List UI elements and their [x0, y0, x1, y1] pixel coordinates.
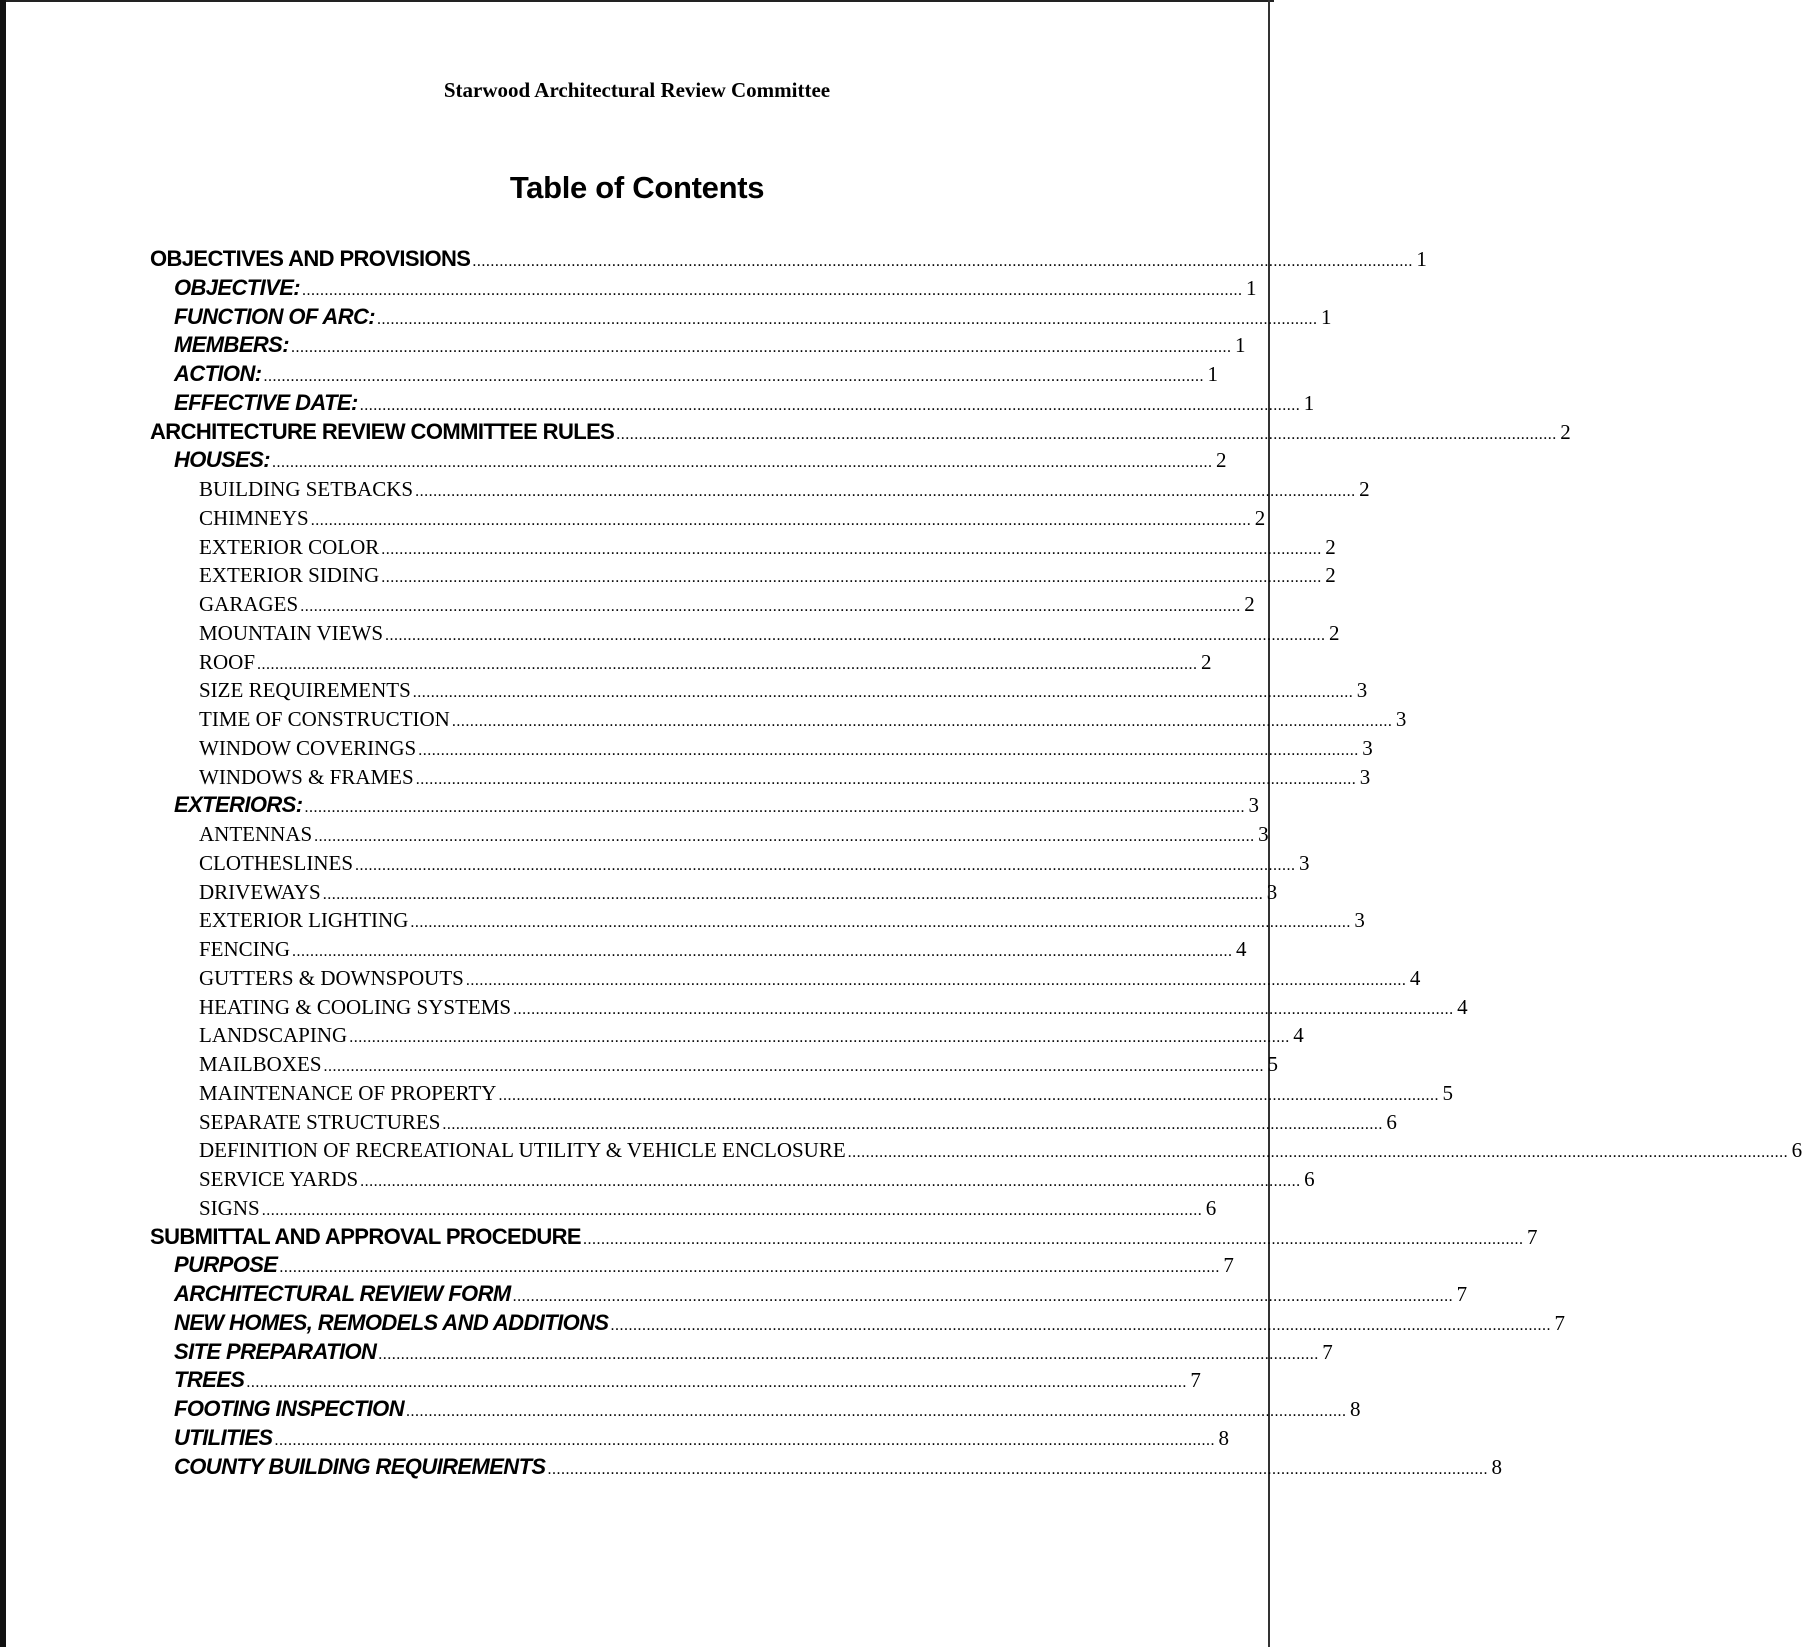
toc-entry-label: HOUSES:: [174, 447, 271, 473]
toc-entry[interactable]: [150, 791, 1259, 820]
toc-entry[interactable]: [150, 964, 1421, 993]
toc-entry-label: MEMBERS:: [174, 332, 289, 358]
toc-entry[interactable]: [150, 1251, 1234, 1280]
toc-entry[interactable]: [150, 619, 1340, 648]
toc-dot-leader: .................................................................................................................................................................................................................: [300, 598, 1241, 615]
toc-entry-page-number: 2: [1254, 505, 1266, 530]
toc-dot-leader: .................................................................................................................................................................................................................: [359, 396, 1301, 414]
toc-dot-leader: .................................................................................................................................................................................................................: [512, 1288, 1454, 1305]
toc-entry-page-number: 3: [1248, 793, 1259, 818]
toc-entry-label: LANDSCAPING: [199, 1023, 348, 1048]
toc-entry-page-number: 3: [1258, 822, 1269, 846]
toc-dot-leader: .................................................................................................................................................................................................................: [412, 684, 1354, 702]
toc-entry[interactable]: [150, 1136, 1802, 1165]
document-header: Starwood Architectural Review Committee: [443, 78, 831, 102]
toc-entry-label: EXTERIOR COLOR: [199, 534, 380, 559]
toc-entry-page-number: 7: [1527, 1224, 1538, 1249]
toc-entry-label: SIGNS: [199, 1195, 260, 1220]
toc-entry-page-number: 3: [1395, 707, 1407, 731]
toc-entry-page-number: 1: [1246, 275, 1257, 300]
toc-dot-leader: .................................................................................................................................................................................................................: [385, 626, 1326, 644]
toc-entry-label: SERVICE YARDS: [199, 1167, 359, 1191]
toc-entry[interactable]: [150, 504, 1266, 533]
toc-entry[interactable]: [150, 331, 1246, 360]
toc-dot-leader: .................................................................................................................................................................................................................: [304, 799, 1245, 817]
toc-dot-leader: .................................................................................................................................................................................................................: [349, 1029, 1290, 1047]
toc-entry[interactable]: [150, 1194, 1217, 1223]
toc-entry[interactable]: [150, 446, 1227, 475]
toc-dot-leader: .................................................................................................................................................................................................................: [378, 1345, 1319, 1363]
toc-dot-leader: .................................................................................................................................................................................................................: [310, 511, 1252, 529]
toc-entry-page-number: 3: [1266, 879, 1278, 904]
toc-entry-label: PURPOSE: [174, 1252, 278, 1278]
toc-entry-page-number: 2: [1329, 620, 1340, 645]
toc-entry[interactable]: [150, 1338, 1333, 1367]
toc-entry[interactable]: [150, 1079, 1453, 1108]
toc-entry-label: UTILITIES: [174, 1424, 273, 1450]
toc-entry[interactable]: [150, 648, 1212, 677]
toc-entry[interactable]: [150, 590, 1255, 619]
toc-entry-label: FENCING: [199, 937, 291, 961]
toc-dot-leader: .................................................................................................................................................................................................................: [442, 1115, 1383, 1133]
toc-entry-page-number: 4: [1457, 994, 1468, 1019]
toc-entry[interactable]: [150, 705, 1407, 734]
toc-dot-leader: .................................................................................................................................................................................................................: [355, 856, 1296, 874]
toc-entry-page-number: 3: [1359, 764, 1371, 789]
toc-entry-page-number: 1: [1321, 304, 1332, 329]
toc-entry-label: WINDOWS & FRAMES: [199, 764, 414, 789]
toc-entry-label: CLOTHESLINES: [199, 850, 353, 875]
toc-entry[interactable]: [150, 389, 1315, 418]
toc-entry[interactable]: [150, 734, 1373, 763]
toc-entry-page-number: 8: [1350, 1397, 1361, 1421]
toc-dot-leader: .................................................................................................................................................................................................................: [381, 540, 1322, 558]
toc-entry-label: HEATING & COOLING SYSTEMS: [199, 994, 512, 1019]
toc-entry[interactable]: [150, 1280, 1468, 1309]
toc-entry-page-number: 5: [1267, 1052, 1279, 1076]
toc-dot-leader: .................................................................................................................................................................................................................: [472, 253, 1413, 270]
toc-entry-page-number: 3: [1356, 678, 1368, 703]
toc-entry-label: ANTENNAS: [199, 822, 313, 846]
toc-entry-page-number: 3: [1362, 735, 1373, 760]
toc-dot-leader: .................................................................................................................................................................................................................: [246, 1374, 1187, 1392]
toc-entry-label: MAILBOXES: [199, 1052, 322, 1076]
toc-entry-label: SIZE REQUIREMENTS: [199, 678, 411, 703]
toc-entry-label: MAINTENANCE OF PROPERTY: [199, 1080, 497, 1105]
toc-entry-page-number: 7: [1456, 1282, 1468, 1306]
toc-dot-leader: .................................................................................................................................................................................................................: [323, 1058, 1265, 1075]
toc-entry-page-number: 7: [1223, 1253, 1234, 1278]
table-of-contents: [150, 245, 1802, 1481]
toc-entry-page-number: 1: [1234, 333, 1246, 358]
toc-dot-leader: .................................................................................................................................................................................................................: [263, 368, 1204, 385]
toc-entry-label: GUTTERS & DOWNSPOUTS: [199, 965, 464, 990]
toc-dot-leader: .................................................................................................................................................................................................................: [847, 1144, 1789, 1162]
toc-entry[interactable]: [150, 274, 1257, 303]
toc-entry-page-number: 7: [1554, 1310, 1565, 1335]
toc-entry[interactable]: [150, 475, 1370, 504]
toc-dot-leader: .................................................................................................................................................................................................................: [451, 713, 1393, 730]
toc-entry[interactable]: [150, 878, 1278, 907]
toc-entry[interactable]: [150, 849, 1310, 878]
toc-entry-page-number: 7: [1190, 1368, 1201, 1393]
toc-entry-label: SEPARATE STRUCTURES: [199, 1109, 441, 1134]
toc-dot-leader: .................................................................................................................................................................................................................: [290, 339, 1232, 357]
toc-entry-page-number: 8: [1218, 1425, 1229, 1450]
toc-dot-leader: .................................................................................................................................................................................................................: [583, 1230, 1524, 1248]
toc-entry-page-number: 6: [1205, 1195, 1217, 1220]
toc-entry[interactable]: [150, 676, 1368, 705]
toc-dot-leader: .................................................................................................................................................................................................................: [465, 971, 1407, 989]
page-title: Table of Contents: [509, 170, 765, 205]
toc-entry-label: ACTION:: [174, 361, 262, 386]
toc-entry-label: BUILDING SETBACKS: [199, 477, 414, 501]
toc-dot-leader: .................................................................................................................................................................................................................: [322, 885, 1264, 903]
toc-entry-label: TREES: [174, 1367, 245, 1393]
toc-entry-page-number: 1: [1416, 247, 1427, 271]
toc-dot-leader: .................................................................................................................................................................................................................: [272, 454, 1213, 472]
toc-dot-leader: .................................................................................................................................................................................................................: [415, 770, 1357, 788]
toc-entry[interactable]: [150, 820, 1269, 849]
toc-entry-label: GARAGES: [199, 592, 299, 616]
toc-entry[interactable]: [150, 1453, 1502, 1482]
toc-dot-leader: .................................................................................................................................................................................................................: [274, 1431, 1215, 1449]
toc-dot-leader: .................................................................................................................................................................................................................: [610, 1316, 1551, 1334]
toc-dot-leader: .................................................................................................................................................................................................................: [381, 569, 1322, 587]
toc-entry-page-number: 4: [1293, 1023, 1304, 1048]
toc-entry-page-number: 2: [1560, 419, 1571, 444]
toc-dot-leader: .................................................................................................................................................................................................................: [279, 1259, 1220, 1277]
toc-dot-leader: .................................................................................................................................................................................................................: [257, 655, 1198, 673]
toc-dot-leader: .................................................................................................................................................................................................................: [314, 828, 1255, 845]
toc-entry-label: FUNCTION OF ARC:: [174, 303, 376, 329]
toc-dot-leader: .................................................................................................................................................................................................................: [292, 943, 1233, 960]
toc-entry-label: SITE PREPARATION: [174, 1338, 377, 1364]
toc-entry-label: COUNTY BUILDING REQUIREMENTS: [174, 1453, 546, 1479]
toc-entry-label: OBJECTIVE:: [174, 274, 301, 300]
toc-entry-label: ROOF: [199, 649, 256, 674]
toc-entry[interactable]: [150, 1366, 1201, 1395]
toc-entry-label: NEW HOMES, REMODELS AND ADDITIONS: [174, 1309, 609, 1335]
toc-entry-label: WINDOW COVERINGS: [199, 735, 417, 760]
toc-dot-leader: .................................................................................................................................................................................................................: [513, 1000, 1454, 1018]
toc-entry-label: DEFINITION OF RECREATIONAL UTILITY & VEHICLE ENCLOSURE: [199, 1138, 846, 1163]
toc-entry[interactable]: [150, 245, 1427, 274]
toc-entry-label: EFFECTIVE DATE:: [174, 389, 358, 415]
toc-entry-page-number: 1: [1207, 362, 1218, 386]
toc-dot-leader: .................................................................................................................................................................................................................: [616, 425, 1557, 443]
toc-entry-page-number: 4: [1409, 965, 1421, 990]
toc-entry[interactable]: [150, 906, 1365, 935]
toc-entry[interactable]: [150, 763, 1371, 792]
toc-entry-page-number: 2: [1201, 649, 1212, 674]
toc-entry[interactable]: [150, 303, 1332, 332]
toc-dot-leader: .................................................................................................................................................................................................................: [547, 1460, 1488, 1478]
toc-entry-page-number: 7: [1322, 1339, 1333, 1364]
toc-entry-page-number: 6: [1304, 1167, 1315, 1191]
toc-entry-page-number: 2: [1244, 592, 1255, 616]
toc-entry-label: OBJECTIVES AND PROVISIONS: [150, 246, 471, 271]
toc-dot-leader: .................................................................................................................................................................................................................: [415, 483, 1356, 500]
toc-entry-page-number: 8: [1491, 1454, 1502, 1479]
toc-entry[interactable]: [150, 1108, 1397, 1137]
toc-entry-label: MOUNTAIN VIEWS: [199, 620, 383, 645]
toc-entry-label: FOOTING INSPECTION: [174, 1396, 404, 1421]
toc-entry[interactable]: [150, 1223, 1538, 1252]
toc-entry-page-number: 2: [1216, 448, 1227, 473]
toc-entry-page-number: 1: [1303, 390, 1315, 415]
toc-entry[interactable]: [150, 1050, 1279, 1079]
toc-entry-label: EXTERIOR SIDING: [199, 563, 380, 588]
scan-border-left: [0, 0, 6, 1647]
toc-dot-leader: .................................................................................................................................................................................................................: [302, 281, 1243, 299]
toc-entry[interactable]: [150, 1165, 1315, 1194]
toc-dot-leader: .................................................................................................................................................................................................................: [377, 310, 1318, 328]
toc-entry-label: CHIMNEYS: [199, 505, 309, 530]
toc-entry[interactable]: [150, 360, 1218, 389]
toc-dot-leader: .................................................................................................................................................................................................................: [261, 1201, 1203, 1219]
toc-entry-page-number: 4: [1236, 937, 1247, 961]
toc-dot-leader: .................................................................................................................................................................................................................: [406, 1403, 1347, 1420]
toc-entry-page-number: 6: [1386, 1109, 1397, 1134]
toc-entry[interactable]: [150, 1395, 1361, 1424]
toc-entry-label: EXTERIORS:: [174, 792, 303, 818]
toc-entry-page-number: 2: [1325, 534, 1336, 559]
toc-entry[interactable]: [150, 418, 1571, 447]
toc-entry-label: ARCHITECTURE REVIEW COMMITTEE RULES: [150, 418, 615, 444]
toc-entry[interactable]: [150, 1021, 1304, 1050]
toc-entry[interactable]: [150, 1424, 1229, 1453]
toc-entry-label: DRIVEWAYS: [199, 879, 321, 904]
toc-entry-page-number: 2: [1359, 477, 1370, 501]
toc-entry-label: EXTERIOR LIGHTING: [199, 908, 409, 933]
scan-border-top: [0, 0, 1274, 2]
toc-entry-page-number: 2: [1325, 563, 1336, 588]
toc-entry-label: TIME OF CONSTRUCTION: [199, 707, 450, 731]
toc-entry-page-number: 3: [1354, 908, 1365, 933]
toc-entry-label: ARCHITECTURAL REVIEW FORM: [174, 1281, 511, 1306]
toc-dot-leader: .................................................................................................................................................................................................................: [418, 741, 1359, 759]
toc-entry[interactable]: [150, 561, 1336, 590]
toc-entry[interactable]: [150, 935, 1247, 964]
toc-dot-leader: .................................................................................................................................................................................................................: [498, 1086, 1439, 1104]
toc-entry[interactable]: [150, 1309, 1565, 1338]
toc-entry-page-number: 5: [1442, 1080, 1453, 1105]
toc-entry[interactable]: [150, 993, 1468, 1022]
toc-entry-label: SUBMITTAL AND APPROVAL PROCEDURE: [150, 1223, 582, 1249]
toc-entry[interactable]: [150, 533, 1336, 562]
toc-dot-leader: .................................................................................................................................................................................................................: [410, 914, 1351, 932]
toc-entry-page-number: 6: [1791, 1138, 1802, 1163]
toc-dot-leader: .................................................................................................................................................................................................................: [360, 1173, 1301, 1190]
toc-entry-page-number: 3: [1299, 850, 1310, 875]
